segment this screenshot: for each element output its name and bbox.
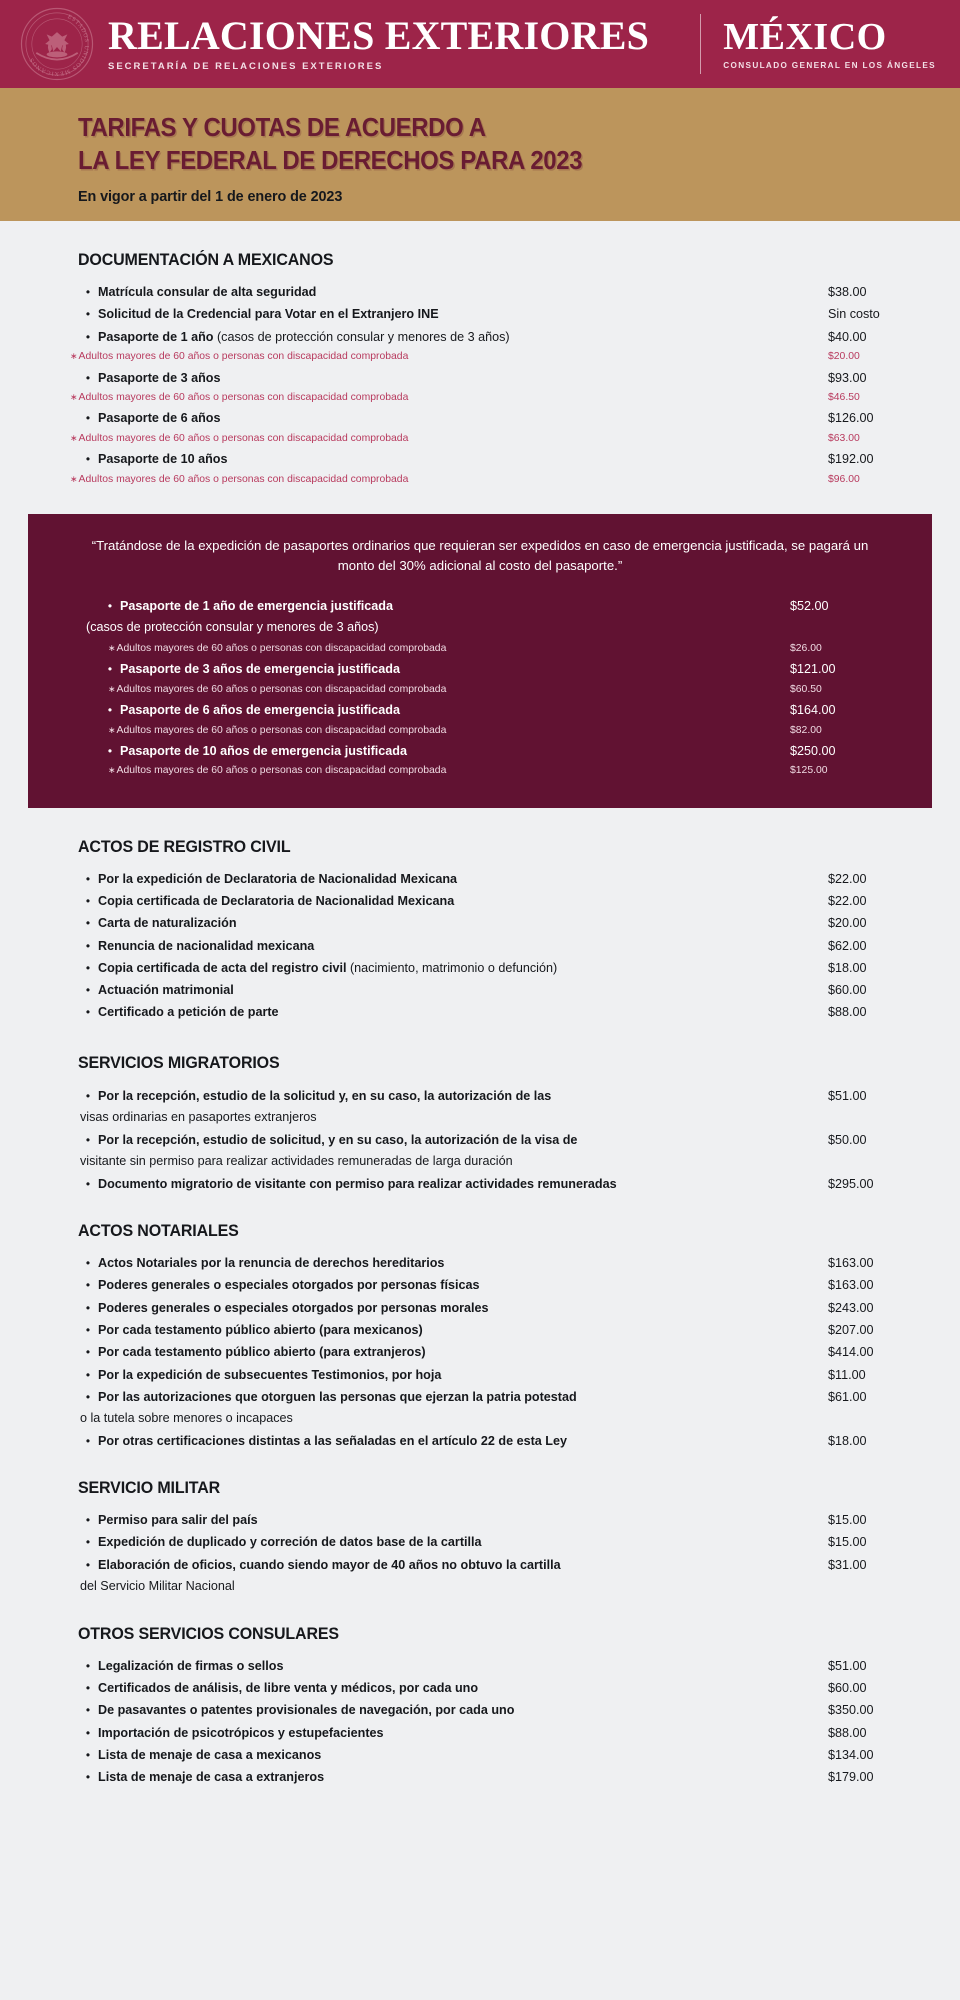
fee-price: $192.00 [828,452,874,467]
section-heading: ACTOS NOTARIALES [78,1221,239,1240]
bullet-icon: • [85,1088,91,1103]
fee-row [78,1130,902,1152]
section-heading: DOCUMENTACIÓN A MEXICANOS [78,251,334,269]
fee-row-list [78,1085,902,1196]
bullet-icon: • [85,983,91,998]
section-heading: SERVICIO MILITAR [78,1479,221,1497]
fee-price: $93.00 [828,370,867,385]
emergency-passport-box [28,514,932,808]
fee-row [78,449,902,471]
masthead [0,0,960,88]
discount-row [70,431,902,450]
bullet-icon: • [85,894,91,908]
fee-price: $164.00 [790,702,836,717]
discount-label: Adultos mayores de 60 años o personas con discapacidad comprobada [116,683,447,695]
fee-label: Poderes generales o especiales otorgados por personas morales [98,1300,489,1315]
bullet-icon: • [85,452,91,467]
asterisk-icon: ∗ [70,392,78,403]
fee-label: Carta de naturalización [98,916,237,931]
fee-label: Pasaporte de 3 años de emergencia justificada [120,662,400,677]
section-servicio-militar [0,1479,960,1599]
discount-row [108,763,876,782]
fee-label: Por la recepción, estudio de la solicitud y, en su caso, la autorización de las [98,1088,552,1103]
fee-price: $163.00 [828,1256,874,1271]
fee-label: Por otras certificaciones distintas a las señaladas en el artículo 22 de esta Ley [98,1433,567,1448]
continuation-line: o la tutela sobre menores o incapaces [80,1410,293,1425]
fee-price: $121.00 [790,662,836,677]
bullet-icon: • [85,1535,91,1550]
discount-price: $63.00 [828,433,860,445]
bullet-icon: • [85,1658,91,1673]
fee-price: $15.00 [828,1535,867,1550]
fee-label: Pasaporte de 10 años de emergencia justificada [120,743,407,758]
fee-row [78,1656,902,1678]
fee-row [78,282,902,304]
masthead-divider [700,14,701,74]
fee-row-list [78,1510,902,1599]
fee-row [78,869,902,891]
fee-row-list [78,1656,902,1790]
bullet-icon: • [85,1513,91,1528]
fee-label: Por la expedición de Declaratoria de Nacionalidad Mexicana [98,871,458,886]
banner-effective-date: En vigor a partir del 1 de enero de 2023 [78,188,343,206]
fee-price: $163.00 [828,1278,874,1293]
fee-label: De pasavantes o patentes provisionales de navegación, por cada uno [98,1703,515,1718]
fee-label: Por cada testamento público abierto (para mexicanos) [98,1322,423,1337]
asterisk-icon: ∗ [108,724,116,735]
fee-row [78,1298,902,1320]
fee-row [78,1085,902,1107]
bullet-icon: • [85,370,91,385]
fee-price: $20.00 [828,916,867,931]
bullet-icon: • [85,1132,91,1147]
fee-row [78,1364,902,1386]
bullet-icon: • [107,599,113,614]
section-actos-de-registro-civil [0,838,960,1025]
discount-price: $26.00 [790,642,822,654]
fee-row [78,935,902,957]
fee-row-list [78,1253,902,1453]
fee-row-list [78,869,902,1025]
mexico-title: MÉXICO [723,15,887,58]
bullet-icon: • [85,1278,91,1293]
bullet-icon: • [107,702,113,717]
section-servicios-migratorios [0,1054,960,1196]
fee-price: $52.00 [790,599,829,614]
section-actos-notariales [0,1222,960,1453]
svg-text:ESTADOS UNIDOS MEXICANOS: ESTADOS UNIDOS MEXICANOS [28,14,90,77]
fee-row [78,1532,902,1554]
fee-price: $62.00 [828,938,867,953]
fee-label: Actuación matrimonial [98,983,234,998]
fee-label: Pasaporte de 1 año de emergencia justificada [120,599,393,614]
fee-row [100,700,876,722]
asterisk-icon: ∗ [70,351,78,362]
discount-label: Adultos mayores de 60 años o personas con discapacidad comprobada [78,351,409,363]
fee-label: Actos Notariales por la renuncia de derechos hereditarios [98,1256,445,1271]
fee-row [78,1253,902,1275]
fee-price: $51.00 [828,1088,867,1103]
fee-label: Solicitud de la Credencial para Votar en el Extranjero INE [98,307,439,322]
bullet-icon: • [85,916,91,931]
bullet-icon: • [85,871,91,886]
continuation-line: visitante sin permiso para realizar actividades remuneradas de larga duración [80,1153,513,1168]
fee-row [78,1745,902,1767]
fee-price: $11.00 [828,1367,866,1382]
fee-row [100,596,876,618]
continuation-line: (casos de protección consular y menores de 3 años) [86,620,379,635]
fee-price: $40.00 [828,329,867,344]
discount-price: $20.00 [828,351,860,363]
fee-price: $50.00 [828,1132,867,1147]
fee-label: Matrícula consular de alta seguridad [98,285,317,300]
asterisk-icon: ∗ [70,473,78,484]
bullet-icon: • [85,1367,91,1382]
bullet-icon: • [85,1300,91,1315]
fee-label: Importación de psicotrópicos y estupefacientes [98,1725,384,1740]
discount-price: $125.00 [790,765,828,777]
asterisk-icon: ∗ [108,642,116,653]
bullet-icon: • [85,1176,91,1191]
fee-label: Poderes generales o especiales otorgados por personas físicas [98,1278,480,1293]
discount-price: $46.50 [828,392,860,404]
title-banner [0,88,960,221]
banner-title-line-2: LA LEY FEDERAL DE DERECHOS PARA 2023 [78,146,583,175]
discount-row [70,349,902,368]
section-heading: ACTOS DE REGISTRO CIVIL [78,837,291,856]
bullet-icon: • [85,1747,91,1762]
fee-row [78,1431,902,1453]
fee-row [78,1342,902,1364]
fee-label: Por la expedición de subsecuentes Testimonios, por hoja [98,1367,442,1382]
brand-block [94,12,690,73]
fee-price: $22.00 [828,894,867,908]
fee-price: $22.00 [828,871,867,886]
fee-label: Expedición de duplicado y correción de datos base de la cartilla [98,1535,482,1550]
discount-label: Adultos mayores de 60 años o personas con discapacidad comprobada [78,392,409,404]
fee-row [78,1174,902,1196]
fee-label: Por cada testamento público abierto (para extranjeros) [98,1345,426,1360]
fee-row [78,327,902,349]
fee-label: Permiso para salir del país [98,1513,258,1528]
emergency-quote: “Tratándose de la expedición de pasaportes ordinarios que requieran ser expedidos en caso de emergencia justificada, se pagará un monto del 30% adicional al costo del pasaporte.” [91,538,869,574]
fee-label: Elaboración de oficios, cuando siendo mayor de 40 años no obtuvo la cartilla [98,1557,561,1572]
fee-price: $18.00 [828,1433,867,1448]
bullet-icon: • [85,307,91,322]
fee-price: $60.00 [828,983,867,998]
fee-label: Pasaporte de 10 años [98,452,228,467]
banner-title-line-1: TARIFAS Y CUOTAS DE ACUERDO A [78,114,486,142]
fee-label: Pasaporte de 3 años [98,370,221,385]
consulate-subtitle: CONSULADO GENERAL EN LOS ÁNGELES [723,61,936,71]
fee-label: Legalización de firmas o sellos [98,1658,284,1673]
fee-label: Certificados de análisis, de libre venta y médicos, por cada uno [98,1681,479,1696]
fee-label-note: (casos de protección consular y menores de 3 años) [213,329,510,344]
fee-row [78,1387,902,1409]
mexican-coat-of-arms-seal [20,7,94,81]
continuation-line: del Servicio Militar Nacional [80,1578,235,1593]
fee-label: Copia certificada de acta del registro civil (nacimiento, matrimonio o defunción) [98,960,558,975]
discount-row [108,681,876,700]
fee-row [78,1700,902,1722]
bullet-icon: • [85,1322,91,1337]
section-documentacion-a-mexicanos [0,251,960,490]
fee-row [78,1002,902,1024]
fee-price: $88.00 [828,1725,867,1740]
fee-price: $250.00 [790,743,836,758]
bullet-icon: • [85,1389,91,1404]
bullet-icon: • [85,285,91,300]
fee-price: $414.00 [828,1345,874,1360]
discount-label: Adultos mayores de 60 años o personas con discapacidad comprobada [116,765,447,777]
fee-row [78,408,902,430]
fee-price: $38.00 [828,285,867,300]
bullet-icon: • [85,1433,91,1448]
fee-label: Por la recepción, estudio de solicitud, y en su caso, la autorización de la visa de [98,1132,578,1147]
section-otros-servicios-consulares [0,1625,960,1790]
discount-price: $60.50 [790,683,822,695]
bullet-icon: • [85,1681,91,1696]
discount-price: $96.00 [828,473,860,485]
fee-price: $15.00 [828,1513,867,1528]
fee-label: Copia certificada de Declaratoria de Nacionalidad Mexicana [98,894,455,908]
fee-row [100,659,876,681]
fee-row [78,1555,902,1577]
fee-price: $61.00 [828,1389,867,1404]
fee-price: $51.00 [828,1658,867,1673]
bullet-icon: • [85,411,91,426]
fee-label: Por las autorizaciones que otorguen las personas que ejerzan la patria potestad [98,1389,577,1404]
fee-price: $88.00 [828,1005,867,1020]
fee-row [78,1722,902,1744]
fee-row [78,1678,902,1700]
discount-row [70,471,902,490]
fee-label: Pasaporte de 6 años de emergencia justificada [120,702,400,717]
fee-row [78,367,902,389]
fee-label: Documento migratorio de visitante con permiso para realizar actividades remuneradas [98,1176,617,1191]
bullet-icon: • [85,960,91,975]
fee-price: $179.00 [828,1770,874,1785]
brand-subtitle: SECRETARÍA DE RELACIONES EXTERIORES [108,61,384,73]
fee-label: Lista de menaje de casa a extranjeros [98,1770,325,1785]
bullet-icon: • [85,1557,91,1572]
fee-label: Lista de menaje de casa a mexicanos [98,1747,322,1762]
mexico-block [723,15,942,71]
emergency-fee-row-list [72,596,888,781]
fee-price: $126.00 [828,411,874,426]
asterisk-icon: ∗ [108,683,116,694]
fee-price: Sin costo [828,307,880,322]
fee-row [78,958,902,980]
fee-label: Pasaporte de 6 años [98,411,221,426]
bullet-icon: • [107,743,113,758]
bullet-icon: • [85,1256,91,1271]
fee-price: $134.00 [828,1747,874,1762]
fee-price: $207.00 [828,1322,874,1337]
fee-row [78,1767,902,1789]
bullet-icon: • [85,1770,91,1785]
fee-row-list [70,282,902,490]
fee-sections [0,251,960,1813]
discount-row [108,722,876,741]
bullet-icon: • [85,938,91,953]
fee-row [78,1510,902,1532]
discount-label: Adultos mayores de 60 años o personas con discapacidad comprobada [78,473,409,485]
fee-price: $18.00 [828,960,867,975]
section-heading: OTROS SERVICIOS CONSULARES [78,1624,339,1643]
bullet-icon: • [85,329,91,344]
fee-price: $60.00 [828,1681,867,1696]
discount-label: Adultos mayores de 60 años o personas con discapacidad comprobada [116,642,447,654]
fee-label: Certificado a petición de parte [98,1005,279,1020]
fee-row [78,304,902,326]
fee-row [78,891,902,913]
continuation-line: visas ordinarias en pasaportes extranjeros [80,1109,317,1124]
fee-row [78,913,902,935]
discount-label: Adultos mayores de 60 años o personas con discapacidad comprobada [78,433,409,445]
bullet-icon: • [85,1703,91,1718]
fee-row [100,741,876,763]
fee-price: $350.00 [828,1703,874,1718]
discount-row [108,640,876,659]
fee-label: Pasaporte de 1 año (casos de protección consular y menores de 3 años) [98,329,510,344]
bullet-icon: • [85,1345,91,1360]
fee-price: $31.00 [828,1557,867,1572]
discount-price: $82.00 [790,724,822,736]
brand-title: RELACIONES EXTERIORES [108,12,650,58]
fee-price: $243.00 [828,1300,874,1315]
bullet-icon: • [85,1005,91,1020]
fee-row [78,980,902,1002]
fee-label-note: (nacimiento, matrimonio o defunción) [346,960,558,975]
fee-price: $295.00 [828,1176,874,1191]
discount-row [70,390,902,409]
fee-label: Renuncia de nacionalidad mexicana [98,938,315,953]
fee-row [78,1320,902,1342]
discount-label: Adultos mayores de 60 años o personas con discapacidad comprobada [116,724,447,736]
asterisk-icon: ∗ [108,765,116,776]
section-heading: SERVICIOS MIGRATORIOS [78,1054,280,1073]
bullet-icon: • [85,1725,91,1740]
fee-row [78,1275,902,1297]
bullet-icon: • [107,662,113,677]
asterisk-icon: ∗ [70,433,78,444]
